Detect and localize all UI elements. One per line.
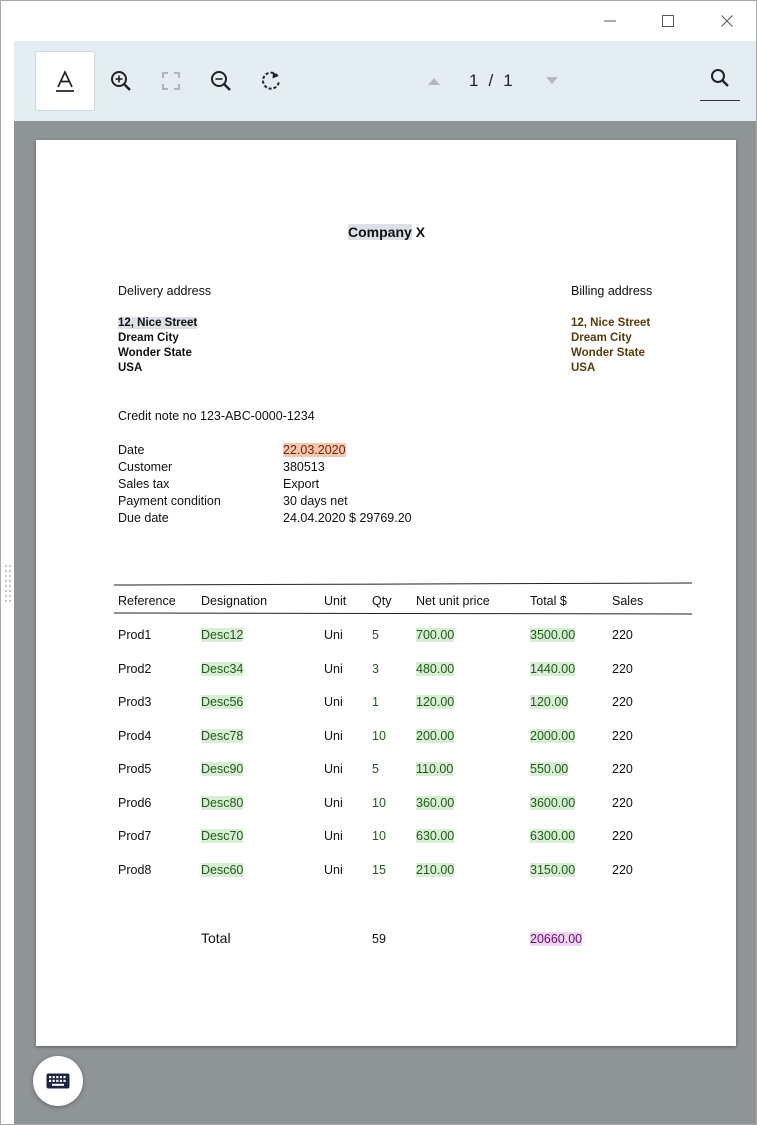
billing-line-4: USA	[571, 362, 596, 374]
cell-total: 3150.00	[530, 862, 576, 877]
caret-up-icon	[428, 77, 440, 85]
next-page-button[interactable]	[537, 66, 567, 96]
keyboard-icon	[46, 1073, 70, 1089]
info-label-due-date: Due date	[118, 511, 169, 525]
cell-qty: 10	[372, 829, 386, 843]
delivery-address-title: Delivery address	[118, 284, 212, 298]
cell-unit: Uni	[324, 829, 343, 843]
rotate-icon	[259, 69, 283, 93]
text-select-icon	[54, 69, 76, 93]
cell-total: 120.00	[530, 695, 569, 709]
cell-unit: Uni	[324, 728, 343, 743]
caret-down-icon	[546, 77, 558, 85]
info-value-customer: 380513	[283, 460, 325, 474]
column-header-unit: Unit	[324, 594, 347, 608]
cell-total: 3500.00	[530, 628, 576, 642]
delivery-line-3: Wonder State	[118, 347, 192, 359]
maximize-icon	[661, 14, 675, 28]
cell-qty: 5	[372, 762, 379, 776]
billing-line-3: Wonder State	[571, 347, 645, 359]
cell-price: 120.00	[416, 695, 455, 709]
cell-total: 3600.00	[530, 795, 576, 810]
cell-desc: Desc60	[201, 862, 244, 877]
cell-total: 550.00	[530, 762, 569, 776]
close-icon	[720, 14, 734, 28]
cell-sales: 220	[612, 661, 633, 676]
fit-page-icon	[160, 70, 182, 92]
cell-sales: 220	[612, 728, 633, 743]
previous-page-button[interactable]	[419, 66, 449, 96]
cell-price: 480.00	[416, 661, 455, 676]
column-header-qty: Qty	[372, 594, 392, 608]
cell-sales: 220	[612, 829, 633, 843]
total-amount: 20660.00	[530, 932, 583, 946]
close-button[interactable]	[707, 9, 747, 33]
cell-desc: Desc56	[201, 695, 244, 709]
cell-unit: Uni	[324, 695, 343, 709]
cell-total: 2000.00	[530, 728, 576, 743]
cell-ref: Prod8	[118, 862, 152, 877]
panel-resize-grip[interactable]	[4, 563, 12, 603]
document-viewport[interactable]	[14, 121, 756, 1124]
cell-desc: Desc70	[201, 829, 244, 843]
cell-qty: 5	[372, 628, 379, 642]
title-bar	[1, 1, 756, 41]
column-header-designation: Designation	[201, 594, 268, 608]
cell-total: 1440.00	[530, 661, 576, 676]
cell-unit: Uni	[324, 661, 343, 676]
cell-sales: 220	[612, 695, 633, 709]
cell-ref: Prod2	[118, 661, 152, 676]
current-page[interactable]: 1	[469, 71, 479, 90]
total-label: Total	[201, 930, 231, 946]
info-label-sales-tax: Sales tax	[118, 477, 170, 491]
cell-qty: 3	[372, 661, 379, 676]
info-value-payment: 30 days net	[283, 494, 348, 508]
cell-desc: Desc80	[201, 795, 244, 810]
page-separator: /	[488, 71, 494, 90]
info-label-customer: Customer	[118, 460, 173, 474]
cell-price: 110.00	[416, 762, 454, 776]
maximize-button[interactable]	[648, 9, 688, 33]
column-header-sales: Sales	[612, 594, 644, 608]
cell-sales: 220	[612, 795, 633, 810]
rotate-button[interactable]	[241, 51, 301, 111]
info-value-sales-tax: Export	[283, 477, 320, 491]
cell-qty: 10	[372, 795, 386, 810]
cell-ref: Prod4	[118, 728, 152, 743]
delivery-line-4: USA	[118, 362, 143, 374]
column-header-total: Total $	[530, 594, 567, 608]
cell-price: 210.00	[416, 862, 455, 877]
billing-line-1: 12, Nice Street	[571, 317, 651, 329]
column-header-reference: Reference	[118, 594, 176, 608]
pdf-page	[36, 140, 736, 1046]
billing-line-2: Dream City	[571, 332, 632, 344]
cell-sales: 220	[612, 628, 633, 642]
company-name: Company X	[348, 224, 426, 240]
cell-ref: Prod6	[118, 795, 152, 810]
keyboard-button[interactable]	[33, 1056, 83, 1106]
cell-price: 630.00	[416, 829, 455, 843]
cell-total: 6300.00	[530, 829, 576, 843]
cell-unit: Uni	[324, 795, 343, 810]
billing-address-title: Billing address	[571, 284, 653, 298]
cell-qty: 1	[372, 695, 379, 709]
column-header-net-unit-price: Net unit price	[416, 594, 490, 608]
cell-unit: Uni	[324, 762, 343, 776]
cell-desc: Desc78	[201, 728, 244, 743]
cell-ref: Prod1	[118, 628, 152, 642]
total-qty: 59	[372, 932, 386, 946]
minimize-button[interactable]	[590, 9, 630, 33]
cell-sales: 220	[612, 762, 633, 776]
cell-ref: Prod7	[118, 829, 152, 843]
search-button[interactable]	[700, 55, 740, 101]
text-select-button[interactable]	[35, 51, 95, 111]
zoom-out-icon	[209, 69, 233, 93]
cell-qty: 15	[372, 862, 386, 877]
page-navigator	[419, 63, 567, 99]
cell-desc: Desc90	[201, 762, 244, 776]
cell-ref: Prod5	[118, 762, 152, 776]
info-label-date: Date	[118, 443, 145, 457]
cell-qty: 10	[372, 728, 386, 743]
cell-price: 200.00	[416, 728, 455, 743]
info-value-due-date: 24.04.2020 $ 29769.20	[283, 511, 412, 525]
pdf-toolbar	[14, 41, 756, 121]
cell-desc: Desc34	[201, 661, 244, 676]
search-icon	[709, 67, 731, 89]
cell-desc: Desc12	[201, 628, 244, 642]
cell-price: 360.00	[416, 795, 455, 810]
cell-ref: Prod3	[118, 695, 152, 709]
minimize-icon	[603, 14, 617, 28]
delivery-line-1: 12, Nice Street	[118, 317, 198, 329]
credit-note-number: Credit note no 123-ABC-0000-1234	[118, 409, 315, 423]
total-pages: 1	[503, 71, 513, 90]
cell-unit: Uni	[324, 862, 343, 877]
zoom-in-icon	[109, 69, 133, 93]
cell-price: 700.00	[416, 628, 455, 642]
delivery-line-2: Dream City	[118, 332, 179, 344]
info-value-date: 22.03.2020	[283, 443, 346, 457]
cell-unit: Uni	[324, 628, 343, 642]
info-label-payment: Payment condition	[118, 494, 221, 508]
cell-sales: 220	[612, 862, 633, 877]
